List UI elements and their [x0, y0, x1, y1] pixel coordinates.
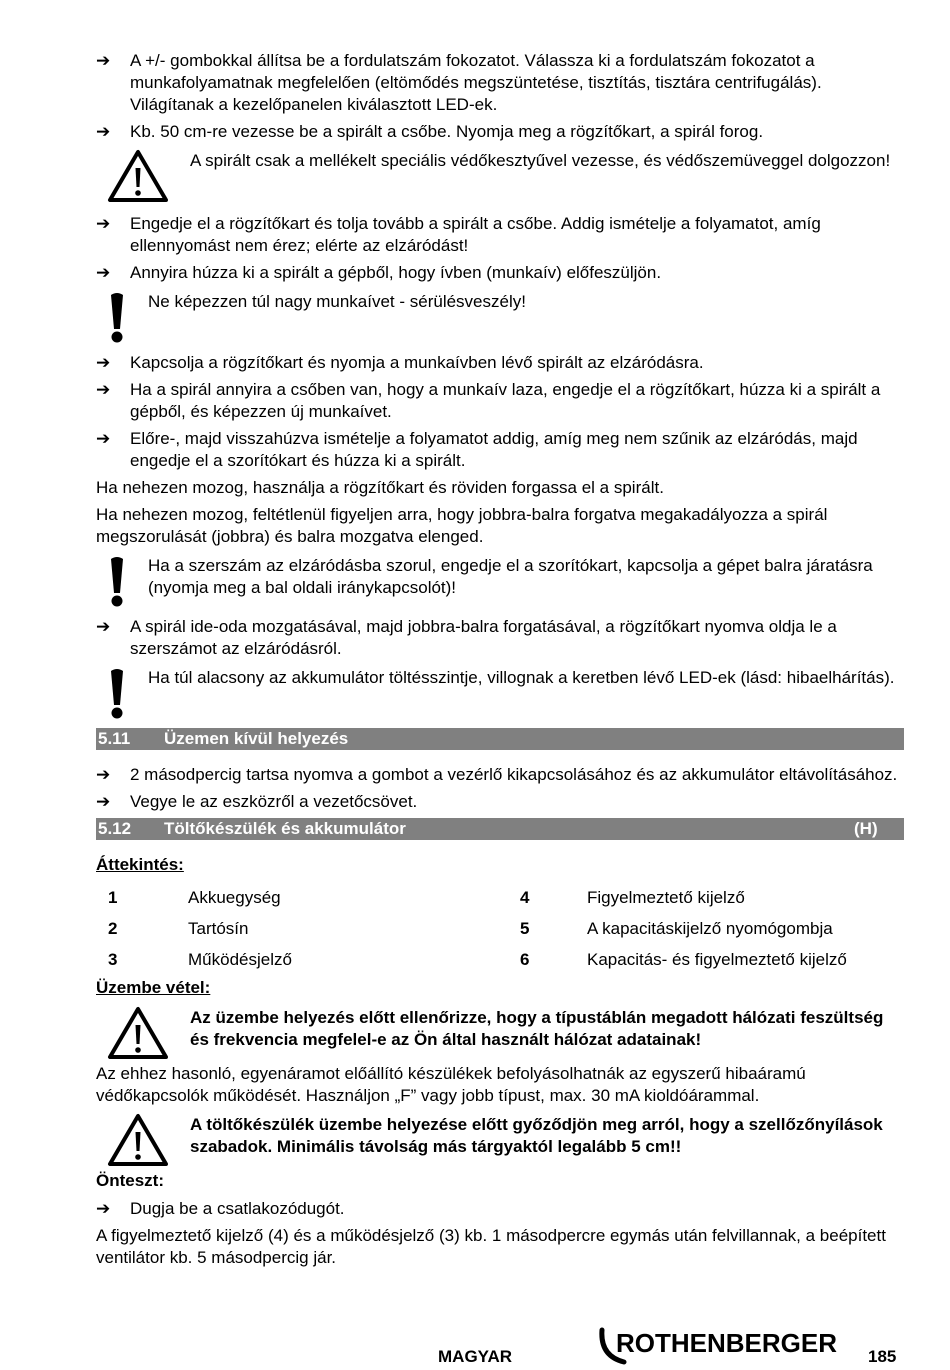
- item-number: 2: [108, 918, 118, 938]
- list-item: [96, 764, 904, 786]
- arrow-right-icon: ➔: [96, 765, 111, 784]
- table-row: [96, 882, 904, 913]
- item-label: Működésjelző: [188, 949, 292, 969]
- arrow-right-icon: ➔: [96, 617, 111, 636]
- warning-note: [96, 148, 904, 204]
- arrow-right-icon: ➔: [96, 214, 111, 233]
- instruction-text: Dugja be a csatlakozódugót.: [130, 1199, 345, 1218]
- notice-note: [96, 553, 904, 607]
- instruction-text: Vegye le az eszközről a vezetőcsövet.: [130, 792, 418, 811]
- notice-text: Ha a szerszám az elzáródásba szorul, engedje el a szorítókart, kapcsolja a gépet balra járatásra (nyomja meg a bal oldali iránykapcsolót)!: [148, 556, 873, 597]
- instruction-text: Ha a spirál annyira a csőben van, hogy a munkaív laza, engedje el a rögzítőkart, húzza ki a spirált a gépből, és képezzen új munkaívet.: [130, 380, 881, 421]
- instruction-text: A spirál ide-oda mozgatásával, majd jobbra-balra forgatásával, a rögzítőkart nyomva oldja le a szerszámot az elzáródásról.: [130, 617, 837, 658]
- item-label: Tartósín: [188, 918, 249, 938]
- exclamation-icon: [96, 665, 148, 719]
- manual-page: [96, 50, 904, 1274]
- table-row: [96, 944, 904, 975]
- section-title: Töltőkészülék és akkumulátor: [164, 819, 406, 838]
- startup-heading: Üzembe vétel:: [96, 978, 211, 997]
- list-item: [96, 1198, 904, 1220]
- instruction-text: Kapcsolja a rögzítőkart és nyomja a munkaívben lévő spirált az elzáródásra.: [130, 353, 704, 372]
- section-number: 5.12: [98, 819, 132, 838]
- rothenberger-logo: [598, 1326, 852, 1366]
- section-title: Üzemen kívül helyezés: [164, 729, 349, 748]
- arrow-right-icon: ➔: [96, 429, 111, 448]
- page-number: 185: [868, 1347, 897, 1366]
- warning-note: [96, 1112, 904, 1168]
- item-number: 3: [108, 949, 118, 969]
- arrow-right-icon: ➔: [96, 263, 111, 282]
- paragraph: A figyelmeztető kijelző (4) és a működésjelző (3) kb. 1 másodpercre egymás után felvillannak, a beépített ventilátor kb. 5 másodpercig jár.: [96, 1226, 886, 1267]
- list-item: [96, 379, 904, 423]
- section-tag: (H): [854, 819, 878, 838]
- warning-triangle-icon: [96, 1112, 190, 1168]
- item-number: 5: [520, 918, 530, 938]
- list-item: [96, 352, 904, 374]
- item-label: Figyelmeztető kijelző: [587, 887, 745, 907]
- instruction-text: Kb. 50 cm-re vezesse be a spirált a csőbe. Nyomja meg a rögzítőkart, a spirál forog.: [130, 122, 764, 141]
- item-number: 1: [108, 887, 118, 907]
- list-item: [96, 121, 904, 143]
- list-item: [96, 213, 904, 257]
- list-item: [96, 616, 904, 660]
- brand-text: ROTHENBERGER: [616, 1328, 838, 1358]
- list-item: [96, 262, 904, 284]
- arrow-right-icon: ➔: [96, 792, 111, 811]
- warning-note: [96, 1005, 904, 1061]
- notice-note: [96, 289, 904, 343]
- arrow-right-icon: ➔: [96, 122, 111, 141]
- warning-text: A spirált csak a mellékelt speciális védőkesztyűvel vezesse, és védőszemüveggel dolgozzon!: [190, 151, 891, 170]
- list-item: [96, 428, 904, 472]
- notice-text: Ne képezzen túl nagy munkaívet - sérülésveszély!: [148, 292, 526, 311]
- arrow-right-icon: ➔: [96, 353, 111, 372]
- paragraph: Az ehhez hasonló, egyenáramot előállító készülékek befolyásolhatnák az egyszerű hibaáramú védőkapcsolók működését. Használjon „F” vagy jobb típust, max. 30 mA kioldóárammal.: [96, 1064, 806, 1105]
- instruction-text: A +/- gombokkal állítsa be a fordulatszám fokozatot. Válassza ki a fordulatszám fokozatot a munkafolyamatnak megfelelően (eltömődés megszüntetése, tisztítás, tisztára centrifugálás). Világítanak a kezelőpanelen kiválasztott LED-ek.: [130, 51, 822, 114]
- item-label: Kapacitás- és figyelmeztető kijelző: [587, 949, 847, 969]
- warning-triangle-icon: [96, 148, 190, 204]
- warning-text: A töltőkészülék üzembe helyezése előtt győződjön meg arról, hogy a szellőzőnyílások szabadok. Minimális távolság más tárgyaktól legalább 5 cm!!: [190, 1115, 883, 1156]
- section-header-5-12: [96, 818, 904, 840]
- item-number: 4: [520, 887, 530, 907]
- page-footer: [0, 1328, 950, 1370]
- instruction-text: 2 másodpercig tartsa nyomva a gombot a vezérlő kikapcsolásához és az akkumulátor eltávolításához.: [130, 765, 898, 784]
- overview-heading: Áttekintés:: [96, 855, 184, 874]
- notice-note: [96, 665, 904, 719]
- arrow-right-icon: ➔: [96, 1199, 111, 1218]
- section-header-5-11: [96, 728, 904, 750]
- overview-table: [96, 882, 904, 975]
- instruction-text: Előre-, majd visszahúzva ismételje a folyamatot addig, amíg meg nem szűnik az elzáródás, majd engedje el a szorítókart és húzza ki a spirált.: [130, 429, 858, 470]
- selftest-heading: Önteszt:: [96, 1171, 164, 1190]
- paragraph: Ha nehezen mozog, feltétlenül figyeljen arra, hogy jobbra-balra forgatva megakadályozza a spirál megszorulását (jobbra) és balra mozgatva elenged.: [96, 505, 828, 546]
- exclamation-icon: [96, 289, 148, 343]
- language-label: MAGYAR: [438, 1347, 512, 1366]
- list-item: [96, 791, 904, 813]
- table-row: [96, 913, 904, 944]
- list-item: [96, 50, 904, 116]
- section-number: 5.11: [98, 729, 131, 748]
- warning-text: Az üzembe helyezés előtt ellenőrizze, hogy a típustáblán megadott hálózati feszültség és frekvencia megfelel-e az Ön által használt hálózat adatainak!: [190, 1008, 884, 1049]
- instruction-text: Annyira húzza ki a spirált a gépből, hogy ívben (munkaív) előfeszüljön.: [130, 263, 662, 282]
- paragraph: Ha nehezen mozog, használja a rögzítőkart és röviden forgassa el a spirált.: [96, 478, 664, 497]
- arrow-right-icon: ➔: [96, 380, 111, 399]
- item-number: 6: [520, 949, 530, 969]
- exclamation-icon: [96, 553, 148, 607]
- warning-triangle-icon: [96, 1005, 190, 1061]
- instruction-text: Engedje el a rögzítőkart és tolja tovább a spirált a csőbe. Addig ismételje a folyamatot, amíg ellennyomást nem érez; elérte az elzáródást!: [130, 214, 821, 255]
- item-label: Akkuegység: [188, 887, 281, 907]
- notice-text: Ha túl alacsony az akkumulátor töltésszintje, villognak a keretben lévő LED-ek (lásd: hibaelhárítás).: [148, 668, 895, 687]
- arrow-right-icon: ➔: [96, 51, 111, 70]
- item-label: A kapacitáskijelző nyomógombja: [587, 918, 833, 938]
